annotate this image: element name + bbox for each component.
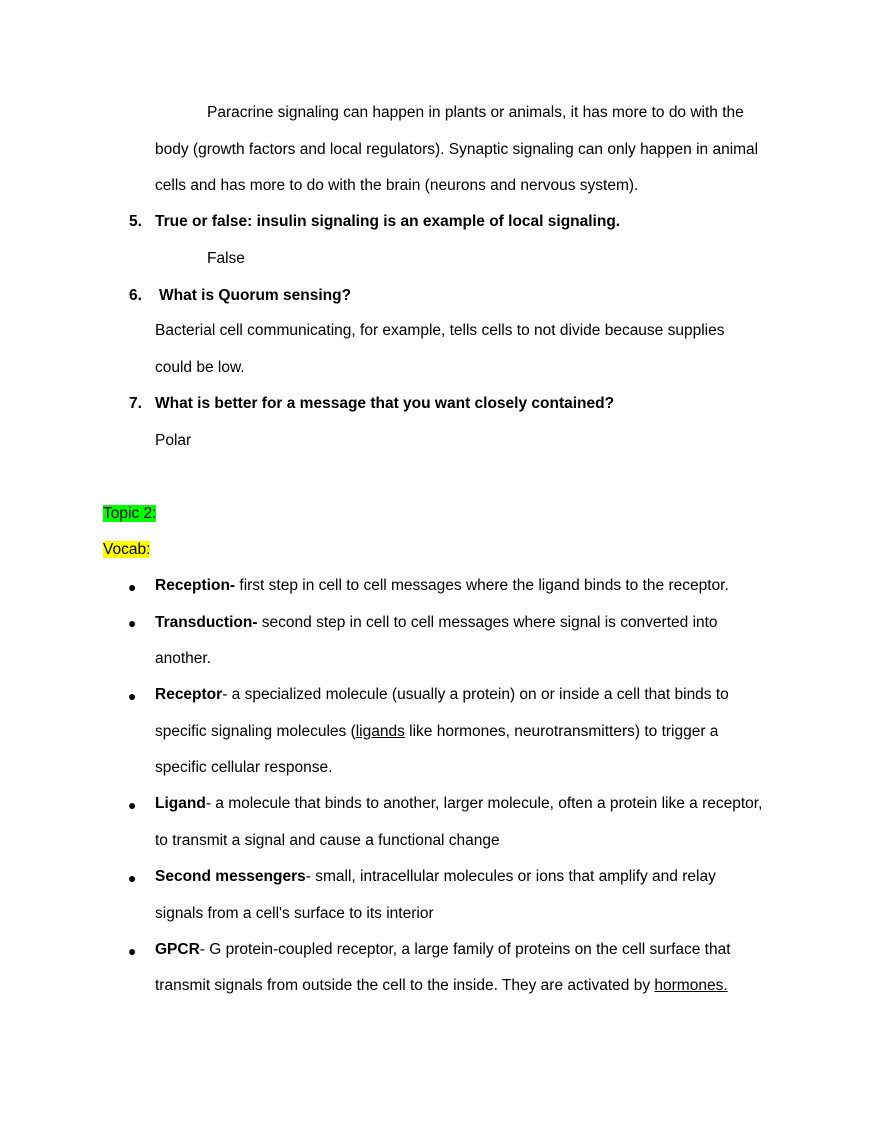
vocab-term: Transduction-: [155, 614, 258, 631]
vocab-item: [155, 940, 731, 960]
vocab-heading-label: Vocab:: [103, 541, 151, 558]
bullet-icon: ●: [128, 797, 137, 813]
paragraph-line: body (growth factors and local regulators). Synaptic signaling can only happen in animal: [155, 141, 759, 158]
vocab-definition: - a molecule that binds to another, larger molecule, often a protein like a receptor,: [205, 795, 763, 812]
vocab-definition-cont: another.: [155, 650, 212, 667]
vocab-definition-cont: to transmit a signal and cause a functional change: [155, 832, 500, 849]
paragraph-line: cells and has more to do with the brain (neurons and nervous system).: [155, 177, 639, 194]
vocab-item: [155, 576, 729, 596]
vocab-item: [155, 794, 762, 814]
bullet-icon: ●: [128, 615, 137, 631]
vocab-item: [155, 613, 718, 633]
vocab-term: Second messengers: [155, 868, 306, 885]
vocab-definition-cont: [155, 722, 718, 742]
question-text: What is better for a message that you want closely contained?: [155, 395, 615, 412]
vocab-heading: [103, 540, 150, 560]
bullet-icon: ●: [128, 688, 137, 704]
answer-text: Polar: [155, 432, 192, 449]
topic-heading: [103, 504, 156, 524]
text-segment: transmit signals from outside the cell to the inside. They are activated by: [155, 977, 655, 994]
vocab-term: Receptor: [155, 686, 223, 703]
answer-text: Bacterial cell communicating, for example, tells cells to not divide because supplies: [155, 322, 725, 339]
vocab-item: [155, 685, 729, 705]
vocab-definition-cont: specific cellular response.: [155, 759, 333, 776]
vocab-definition: - G protein-coupled receptor, a large family of proteins on the cell surface that: [199, 941, 731, 958]
question-number: 6.: [129, 287, 142, 304]
topic-heading-label: Topic 2:: [103, 505, 157, 522]
vocab-definition: second step in cell to cell messages where signal is converted into: [257, 614, 718, 631]
ligands-link[interactable]: ligands: [355, 723, 405, 740]
question-text: True or false: insulin signaling is an example of local signaling.: [155, 213, 621, 230]
question-number: 7.: [129, 395, 142, 412]
text-segment: like hormones, neurotransmitters) to trigger a: [404, 723, 719, 740]
question-text: What is Quorum sensing?: [159, 287, 352, 304]
vocab-item: [155, 867, 716, 887]
vocab-definition-cont: [155, 976, 728, 996]
bullet-icon: ●: [128, 943, 137, 959]
bullet-icon: ●: [128, 870, 137, 886]
text-segment: specific signaling molecules (: [155, 723, 356, 740]
hormones-link[interactable]: hormones.: [654, 977, 728, 994]
vocab-definition: - small, intracellular molecules or ions that amplify and relay: [305, 868, 716, 885]
answer-text: False: [207, 250, 245, 267]
vocab-term: Ligand: [155, 795, 206, 812]
vocab-definition-cont: signals from a cell's surface to its interior: [155, 905, 434, 922]
vocab-term: GPCR: [155, 941, 200, 958]
vocab-definition: - a specialized molecule (usually a protein) on or inside a cell that binds to: [222, 686, 729, 703]
bullet-icon: ●: [128, 579, 137, 595]
vocab-term: Reception-: [155, 577, 236, 594]
answer-text: could be low.: [155, 359, 245, 376]
vocab-definition: first step in cell to cell messages where the ligand binds to the receptor.: [235, 577, 729, 594]
paragraph-line: Paracrine signaling can happen in plants or animals, it has more to do with the: [207, 104, 744, 121]
question-number: 5.: [129, 213, 142, 230]
